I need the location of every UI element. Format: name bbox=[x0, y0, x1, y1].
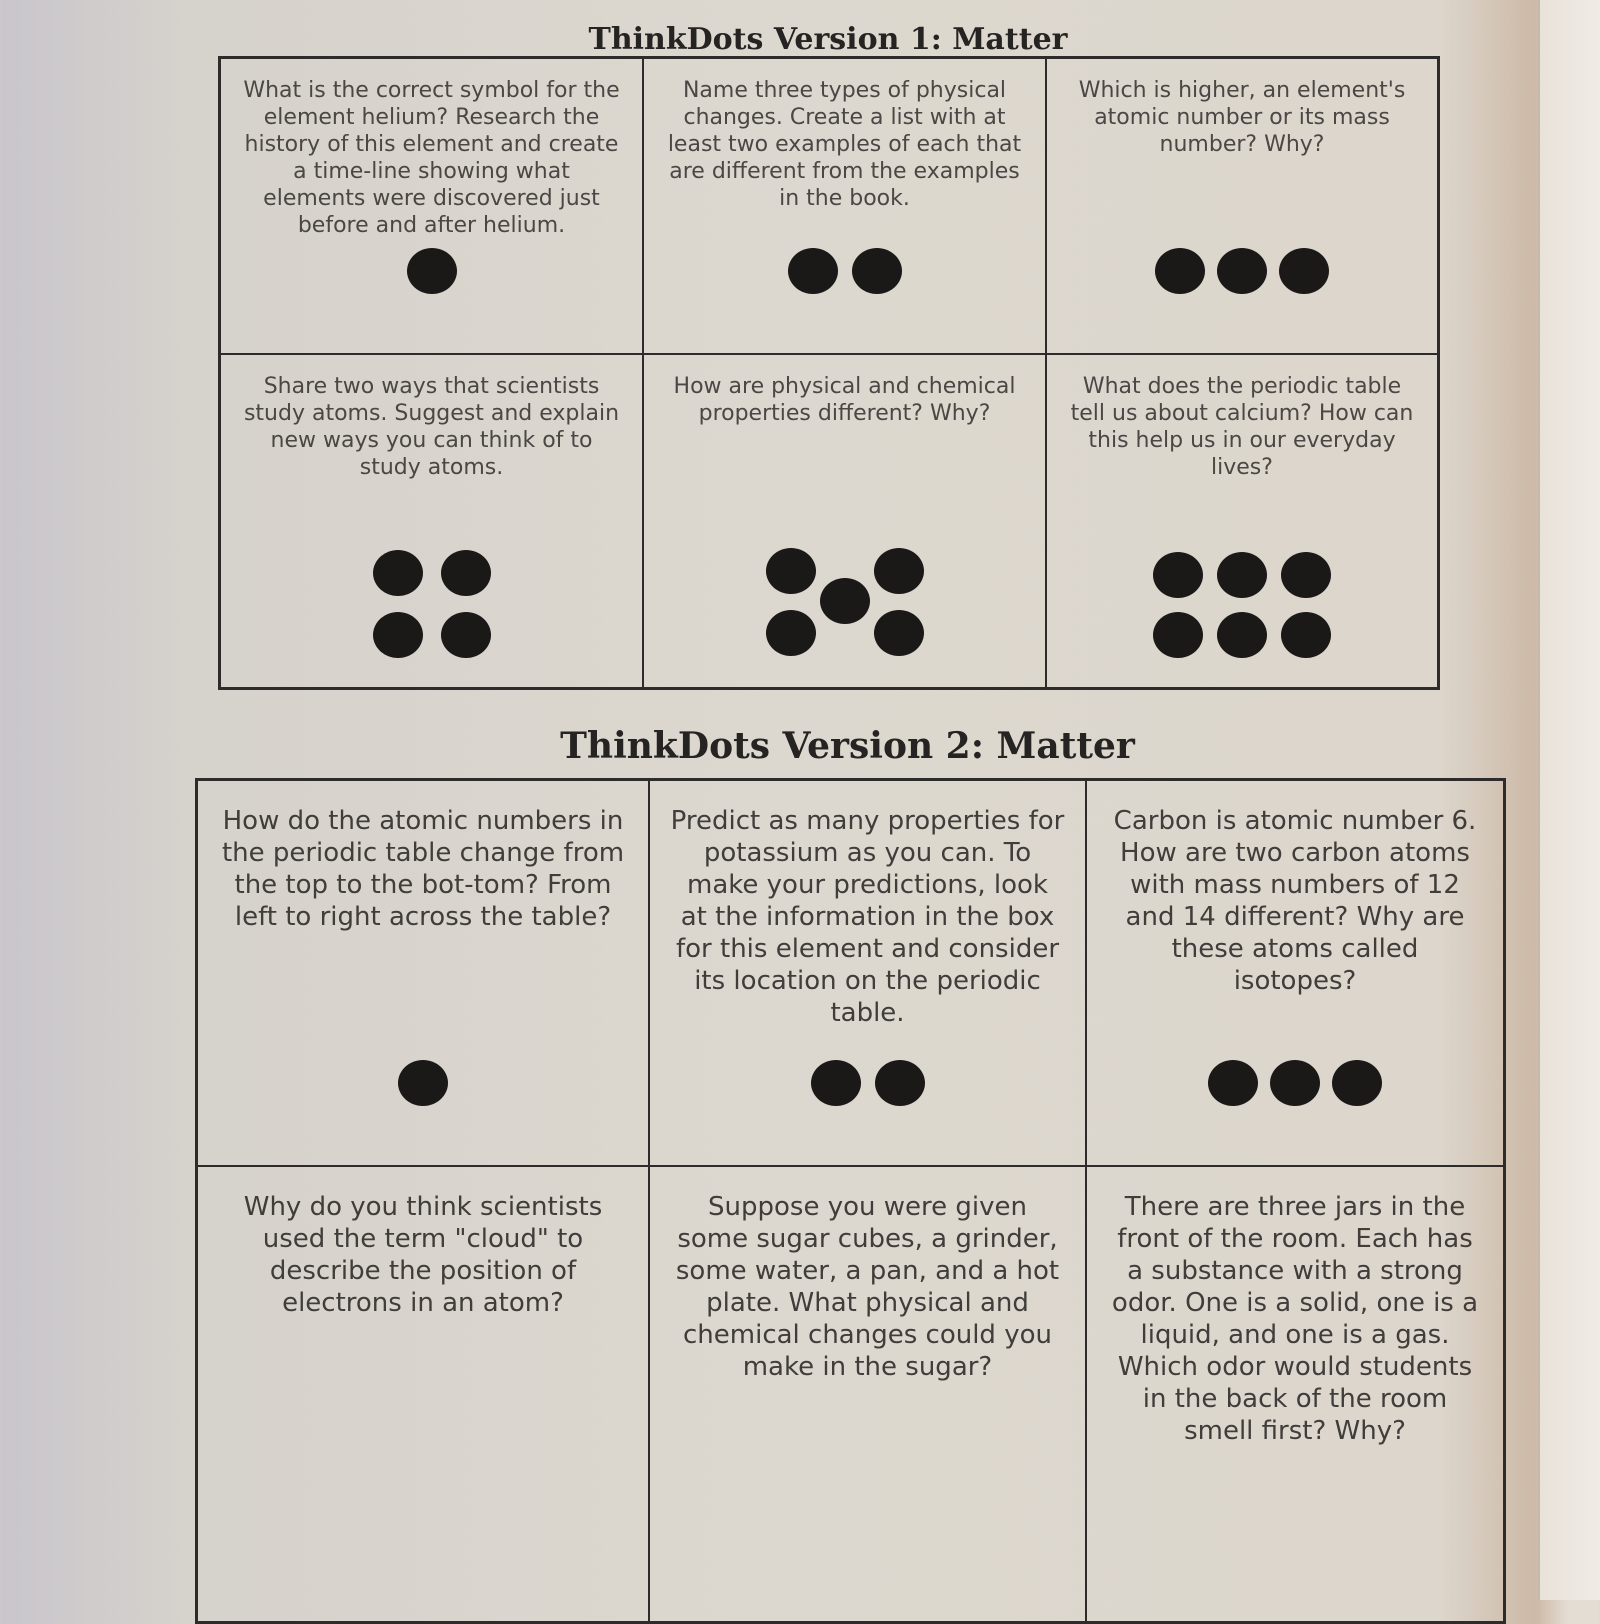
version2-grid bbox=[195, 778, 1506, 1624]
dot-pattern bbox=[644, 211, 1045, 331]
cell-question: Suppose you were given some sugar cubes, a grinder, some water, a pan, and a hot plate. What physical and chemical changes could you make in the sugar? bbox=[675, 1192, 1060, 1382]
thinkdots-cell bbox=[1047, 59, 1437, 355]
dot-pattern bbox=[221, 545, 642, 665]
dot-pattern bbox=[650, 1023, 1085, 1143]
dot-icon bbox=[788, 248, 838, 294]
dot-pattern bbox=[221, 211, 642, 331]
version2-title: ThinkDots Version 2: Matter bbox=[560, 725, 1135, 767]
cell-question: How do the atomic numbers in the periodic table change from the top to the bot-tom? From left to right across the table? bbox=[221, 806, 625, 932]
dot-icon bbox=[766, 548, 816, 594]
dot-pattern bbox=[1047, 211, 1437, 331]
dot-icon bbox=[874, 610, 924, 656]
dot-icon bbox=[441, 550, 491, 596]
dot-icon bbox=[875, 1060, 925, 1106]
dot-icon bbox=[874, 548, 924, 594]
cell-question: Predict as many properties for potassium as you can. To make your predictions, look at the information in the box for this element and consider its location on the periodic table. bbox=[670, 806, 1065, 1028]
dot-icon bbox=[1153, 612, 1203, 658]
thinkdots-cell bbox=[221, 355, 644, 687]
cell-question: What does the periodic table tell us about calcium? How can this help us in our everyday lives? bbox=[1070, 374, 1414, 480]
version1-grid bbox=[218, 56, 1440, 690]
dot-icon bbox=[373, 550, 423, 596]
cell-question: What is the correct symbol for the element helium? Research the history of this element and create a time-line showing what elements were discovered just before and after helium. bbox=[243, 78, 620, 238]
cell-question: There are three jars in the front of the room. Each has a substance with a strong odor. One is a solid, one is a liquid, and one is a gas. Which odor would students in the back of the room smell first? Why? bbox=[1111, 1192, 1479, 1446]
thinkdots-cell bbox=[644, 355, 1047, 687]
dot-icon bbox=[1153, 552, 1203, 598]
dot-icon bbox=[766, 610, 816, 656]
dot-pattern bbox=[1087, 1023, 1503, 1143]
dot-icon bbox=[1217, 248, 1267, 294]
dot-icon bbox=[1208, 1060, 1258, 1106]
dot-icon bbox=[1281, 612, 1331, 658]
thinkdots-cell bbox=[644, 59, 1047, 355]
dot-icon bbox=[1332, 1060, 1382, 1106]
thinkdots-cell bbox=[1087, 781, 1503, 1167]
cell-question: How are physical and chemical properties different? Why? bbox=[673, 374, 1016, 426]
thinkdots-cell bbox=[1087, 1167, 1503, 1621]
dot-icon bbox=[811, 1060, 861, 1106]
next-page-edge bbox=[1538, 0, 1600, 1600]
cell-question: Which is higher, an element's atomic number or its mass number? Why? bbox=[1078, 78, 1406, 157]
dot-icon bbox=[820, 578, 870, 624]
dot-icon bbox=[373, 612, 423, 658]
thinkdots-cell bbox=[1047, 355, 1437, 687]
dot-icon bbox=[852, 248, 902, 294]
dot-icon bbox=[1279, 248, 1329, 294]
dot-icon bbox=[407, 248, 457, 294]
cell-question: Carbon is atomic number 6. How are two carbon atoms with mass numbers of 12 and 14 different? Why are these atoms called isotopes? bbox=[1113, 806, 1477, 996]
dot-icon bbox=[1281, 552, 1331, 598]
cell-question: Share two ways that scientists study atoms. Suggest and explain new ways you can think of to study atoms. bbox=[243, 374, 620, 480]
cell-question: Why do you think scientists used the term "cloud" to describe the position of electrons in an atom? bbox=[243, 1192, 603, 1318]
thinkdots-cell bbox=[650, 781, 1087, 1167]
dot-pattern bbox=[198, 1023, 648, 1143]
cell-question: Name three types of physical changes. Create a list with at least two examples of each that are different from the examples in the book. bbox=[667, 78, 1022, 211]
dot-icon bbox=[398, 1060, 448, 1106]
dot-pattern bbox=[1047, 545, 1437, 665]
dot-icon bbox=[1217, 612, 1267, 658]
dot-icon bbox=[1155, 248, 1205, 294]
version1-title: ThinkDots Version 1: Matter bbox=[588, 22, 1068, 57]
thinkdots-cell bbox=[198, 1167, 650, 1621]
dot-icon bbox=[1217, 552, 1267, 598]
thinkdots-cell bbox=[221, 59, 644, 355]
dot-icon bbox=[441, 612, 491, 658]
dot-icon bbox=[1270, 1060, 1320, 1106]
thinkdots-cell bbox=[650, 1167, 1087, 1621]
dot-pattern bbox=[644, 545, 1045, 665]
thinkdots-cell bbox=[198, 781, 650, 1167]
